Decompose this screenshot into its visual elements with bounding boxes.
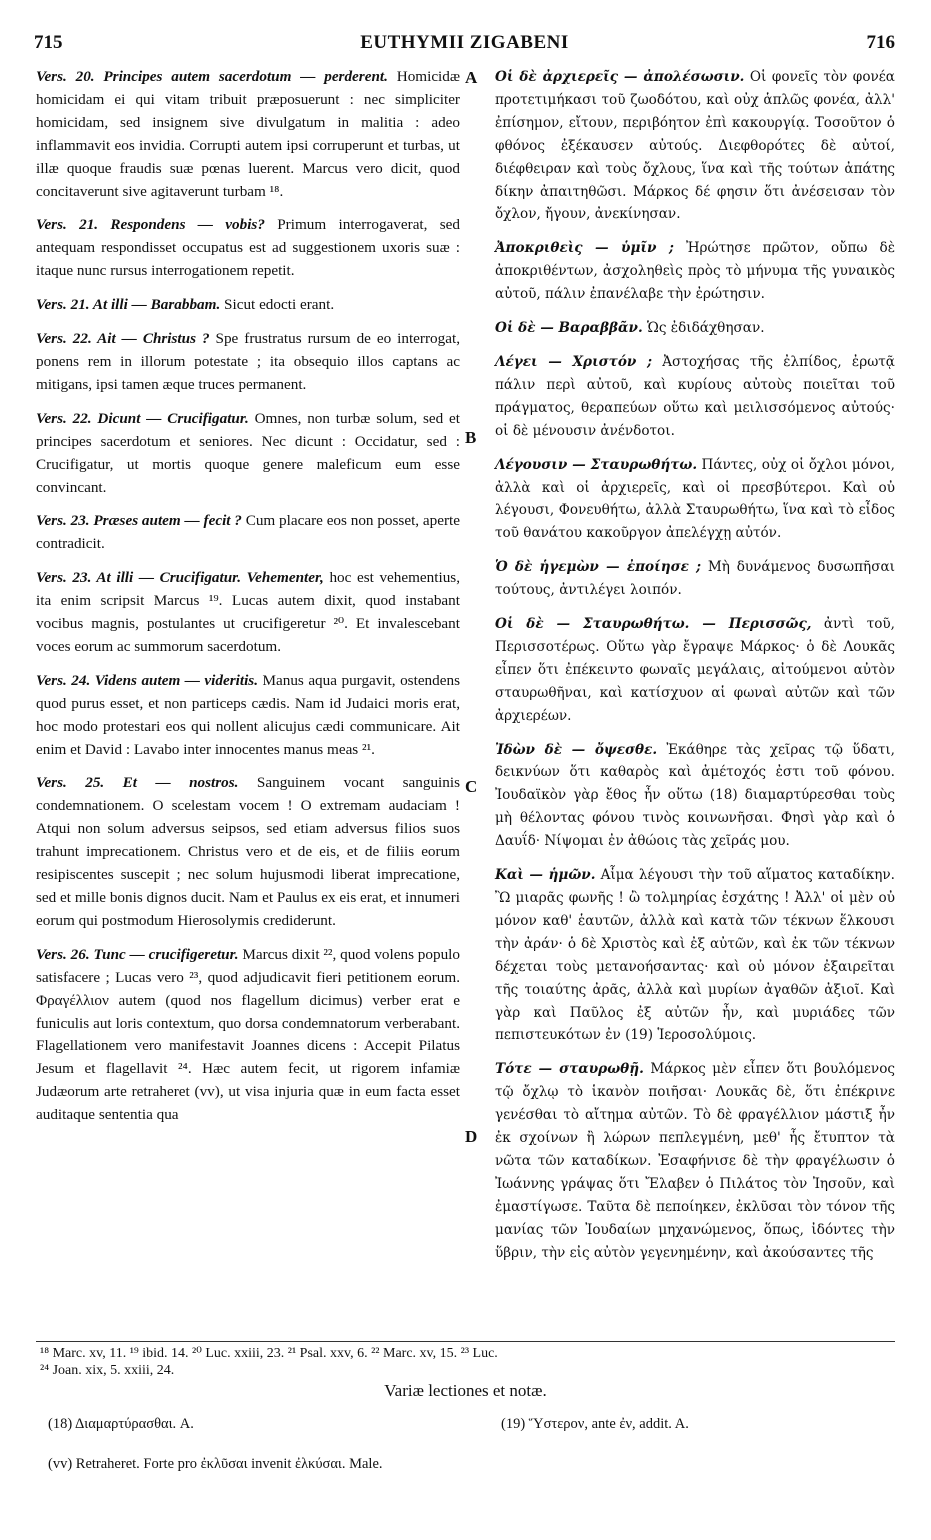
variant-note-19: (19) Ὕστερον, ante ἐν, addit. A.: [501, 1416, 689, 1432]
commentary-text: Homicidæ homicidam ei qui vitam tribuit præposuerunt : nec simpliciter homicidam, sed insignem sive divulgatum in malitia : adeo inflammavit eos invidia. Corrupti autem ipsi corruperunt et turbas, ut illæ quoque fraudis suæ pœnas luerent. Marcus vero dicit, quod concitaverunt sive agitaverunt turbam ¹⁸.: [36, 68, 461, 200]
greek-paragraph: [495, 556, 895, 602]
variant-note-18: (18) Διαμαρτύρασθαι. A.: [48, 1416, 194, 1432]
commentary-text: Πάντες, οὐχ οἱ ὄχλοι μόνοι, ἀλλὰ καὶ οἱ ἀρχιερεῖς, καὶ οἱ πρεσβύτεροι. Καὶ οὐ λέγουσι, Φονευθήτω, ἀλλὰ Σταυρωθήτω, ἵνα καὶ τὸ εἶδος τοῦ θανάτου κακοῦργον ἀπελέγχῃ αὐτόν.: [495, 456, 895, 542]
verse-reference: Vers. 24. Videns autem — videritis.: [36, 671, 258, 689]
verse-reference: Vers. 23. At illi — Crucifigatur. Vehementer,: [36, 569, 324, 587]
verse-reference: Vers. 22. Ait — Christus ?: [36, 330, 210, 348]
greek-paragraph: [495, 66, 895, 226]
variant-note-vv: (vv) Retraheret. Forte pro ἐκλῦσαι invenit ἐλκύσαι. Male.: [48, 1456, 383, 1472]
commentary-text: Spe frustratus rursum de eo interrogat, ponens rem in illorum potestate ; ita obsequio illos captans ac mitigans, ipsi tamen æque truces permanent.: [36, 330, 460, 393]
commentary-text: Manus aqua purgavit, ostendens quod purus esset, et non particeps cædis. Nam id Judaici moris erat, hoc modo protestari eos qui nollent alicujus cædi communicare. Ait enim et David : Lavabo inter innocentes manus meas ²¹.: [36, 671, 460, 758]
verse-reference: Τότε — σταυρωθῇ.: [495, 1061, 644, 1078]
commentary-text: ἀντὶ τοῦ, Περισσοτέρως. Οὕτω γὰρ ἔγραψε Μάρκος· ὁ δὲ Λουκᾶς εἶπεν ὅτι ἐπέκειντο φωναῖς μεγάλαις, αἰτούμενοι αὐτὸν σταυρωθῆναι, καὶ κατίσχυον αἱ φωναὶ αὐτῶν καὶ τῶν ἀρχιερέων.: [495, 616, 895, 724]
greek-paragraph: [495, 613, 895, 728]
commentary-text: Μὴ δυνάμενος δυσωπῆσαι τούτους, ἀντιλέγει λοιπόν.: [495, 559, 895, 599]
commentary-text: Οἱ φονεῖς τὸν φονέα προτετιμήκασι τοῦ ζωοδότου, καὶ οὐχ ἁπλῶς φονέα, ἀλλ' ἐπίσημον, εἴτουν, περιβόητον ἐπὶ κακουργίᾳ. Τοσοῦτον ὁ φθόνος ἐξέκαυσεν αὐτούς. Διεφθορότες δὲ αὐτοί, διέφθειραν καὶ τοὺς ὄχλους, ἵνα καὶ τῆς τούτων ἀπάτης δίκην ἀπαιτηθῶσι. Μάρκος δέ φησιν ὅτι ἀνέσεισαν τὸν ὄχλον, ἤγουν, ἀνεκίνησαν.: [495, 69, 895, 223]
latin-paragraph: [36, 567, 460, 659]
verse-reference: Vers. 25. Et — nostros.: [36, 774, 239, 792]
latin-paragraph: [36, 670, 460, 762]
commentary-text: Μάρκος μὲν εἶπεν ὅτι βουλόμενος τῷ ὄχλῳ τὸ ἱκανὸν ποιῆσαι· Λουκᾶς δὲ, ὅτι ἐπέκρινε γενέσθαι τὸ αἴτημα αὐτῶν. Τὸ δὲ φραγέλλιον μάστιξ ἦν ἐκ σχοίνων ἢ λώρων πεπλεγμένη, μεθ' ἧς ἔτυπτον τὰ νῶτα τῶν καταδίκων. Ἐσαφήνισε δὲ τὴν φραγέλωσιν ὁ Ἰωάννης γράψας ὅτι Ἔλαβεν ὁ Πιλάτος τὸν Ἰησοῦν, καὶ ἐμαστίγωσε. Ταῦτα δὲ πεποίηκεν, ἐκλῦσαι τὸν τόνον τῆς μανίας τῶν Ἰουδαίων μηχανώμενος, ὅπως, ἰδόντες τὴν ὕβριν, τὴν εἰς αὐτὸν γεγενημένην, καὶ ἀκούσαντες τῆς: [495, 1061, 895, 1261]
verse-reference: Ἀποκριθεὶς — ὑμῖν ;: [495, 240, 674, 257]
greek-paragraph: [495, 454, 895, 546]
running-title: EUTHYMII ZIGABENI: [360, 32, 569, 53]
verse-reference: Λέγει — Χριστόν ;: [495, 353, 652, 370]
verse-reference: Οἱ δὲ ἀρχιερεῖς — ἀπολέσωσιν.: [495, 69, 745, 85]
verse-reference: Vers. 22. Dicunt — Crucifigatur.: [36, 409, 249, 427]
footnote-row: ²⁴ Joan. xix, 5. xxiii, 24.: [40, 1363, 175, 1378]
commentary-text: Marcus dixit ²², quod volens populo satisfacere ; Lucas vero ²³, quod adjudicavit fieri petitionem eorum. Φραγέλλιον autem (quod nos flagellum dicimus) verber erat e funiculis aut loris contextum, quo dorsa condemnatorum verberabant. Flagellationem vero manifestavit Joannes dicens : Accepit Pilatus Jesum et flagellavit ²⁴. Hæc autem fecit, ut rigorem infamiæ Judæorum arte retraheret (vv), ut visa injuria quæ in eum facta esset auditaque sententia qua: [36, 945, 460, 1124]
page-number-right: 716: [866, 32, 895, 53]
page-number-left: 715: [34, 32, 63, 53]
latin-paragraph: [36, 510, 460, 556]
commentary-text: Ἀστοχήσας τῆς ἐλπίδος, ἐρωτᾷ πάλιν περὶ αὐτοῦ, καὶ κυρίους αὐτοὺς ποιεῖται τοῦ πράγματος, θεραπεύων οὕτω καὶ μειλισσόμενος αὐτούς· οἱ δὲ μένουσιν ἀνένδοτοι.: [495, 353, 895, 439]
greek-paragraph: [495, 317, 895, 340]
margin-letter-b: B: [465, 428, 477, 447]
commentary-text: Αἷμα λέγουσι τὴν τοῦ αἵματος καταδίκην. Ὢ μιαρᾶς φωνῆς ! ὢ τολμηρίας ἐσχάτης ! Ἀλλ' οἱ μὲν οὐ μόνον καθ' ἑαυτῶν, ἀλλὰ καὶ κατὰ τῶν τέκνων ἕλκουσι τὴν ἀράν· ὁ δὲ Χριστὸς καὶ ἐξ αὐτῶν, καὶ ἐκ τῶν τέκνων δέχεται τοὺς μετανοήσαντας· καὶ οὐ μόνον ἐξαιρεῖται τῆς τοιαύτης ἀρᾶς, ἀλλὰ καὶ μυρίων ἀγαθῶν ἀξιοῖ. Καὶ γὰρ καὶ Παῦλος ἐξ αὐτῶν ἦν, καὶ μυριάδες τῶν πεπιστευκότων ἐν (19) Ἱεροσολύμοις.: [495, 867, 896, 1044]
commentary-text: Primum interrogaverat, sed antequam respondisset occupatus est ad suggestionem uxoris suæ : itaque nunc rursus interrogationem repetit.: [36, 216, 460, 280]
verse-reference: Οἱ δὲ — Σταυρωθήτω. — Περισσῶς,: [495, 616, 812, 633]
verse-reference: Vers. 21. Respondens — vobis?: [36, 216, 265, 234]
running-header: [34, 32, 895, 62]
greek-paragraph: [495, 351, 895, 443]
greek-paragraph: [495, 1058, 895, 1264]
greek-paragraph: [495, 864, 895, 1047]
verse-reference: Vers. 23. Præses autem — fecit ?: [36, 512, 242, 530]
commentary-text: Ἐκάθηρε τὰς χεῖρας τῷ ὕδατι, δεικνύων ὅτι καθαρὸς καὶ ἀμέτοχός ἐστι τοῦ φόνου. Ἰουδαϊκὸν γὰρ ἔθος ἦν οὕτω (18) διαμαρτύρεσθαι τοὺς μὴ θέλοντας φόνου τινὸς κοινωνῆσαι. Φησὶ γὰρ καὶ ὁ Δαυΐδ· Νίψομαι ἐν ἀθώοις τὰς χεῖράς μου.: [495, 741, 895, 850]
latin-paragraph: [36, 944, 460, 1127]
latin-column: [36, 66, 460, 1127]
commentary-text: Omnes, non turbæ solum, sed et principes sacerdotum et seniores. Nec dicunt : Occidatur, sed : Crucifigatur, ut mortis quoque genere maleficum eum esse convincant.: [36, 409, 460, 496]
verse-reference: Λέγουσιν — Σταυρωθήτω.: [495, 456, 698, 473]
latin-paragraph: [36, 294, 460, 317]
margin-letter-a: A: [465, 68, 478, 87]
verse-reference: Vers. 20. Principes autem sacerdotum — perderent.: [36, 68, 388, 85]
commentary-text: Sicut edocti erant.: [220, 296, 335, 314]
commentary-text: Sanguinem vocant sanguinis condemnationem. O scelestam vocem ! O extremam audaciam ! Atqui non solum adversus seipsos, sed etiam adversus filios suos trahunt imprecationem. Christus vero et de eis, et de filiis eorum resipiscentes suscepit ; nec solum hujusmodi liberat imprecatione, sed et mille bonis dignos ducit. Nam et Paulus ex eis erat, et innumeri eorum qui postmodum Hierosolymis crediderunt.: [36, 774, 460, 929]
commentary-text: Cum placare eos non posset, aperte contradicit.: [36, 512, 460, 553]
greek-paragraph: [495, 237, 895, 306]
latin-paragraph: [36, 408, 460, 500]
verse-reference: Vers. 21. At illi — Barabbam.: [36, 296, 221, 314]
greek-paragraph: [495, 739, 895, 854]
verse-reference: Ἰδὼν δὲ — ὄψεσθε.: [495, 741, 658, 758]
latin-paragraph: [36, 772, 460, 932]
footnote-divider: [36, 1341, 895, 1342]
commentary-text: hoc est vehementius, ita enim scripsit Marcus ¹⁹. Lucas autem dixit, quod instabant vocibus magnis, postulantes ut crucifigeretur ²⁰. Et invalescebant voces eorum ac summorum sacerdotum.: [36, 569, 460, 655]
verse-reference: Καὶ — ἡμῶν.: [495, 867, 596, 884]
verse-reference: Ὁ δὲ ἡγεμὼν — ἐποίησε ;: [495, 559, 702, 576]
commentary-text: Ὡς ἐδιδάχθησαν.: [642, 320, 765, 337]
verse-reference: Οἱ δὲ — Βαραββᾶν.: [495, 320, 643, 337]
latin-paragraph: [36, 328, 460, 397]
footnotes: [40, 1345, 895, 1379]
footnote-row: ¹⁸ Marc. xv, 11. ¹⁹ ibid. 14. ²⁰ Luc. xxiii, 23. ²¹ Psal. xxv, 6. ²² Marc. xv, 15. ²³ Luc.: [40, 1346, 498, 1361]
verse-reference: Vers. 26. Tunc — crucifigeretur.: [36, 945, 239, 963]
greek-column: [495, 66, 895, 1265]
margin-letter-c: C: [465, 777, 478, 796]
latin-paragraph: [36, 66, 460, 203]
margin-letter-d: D: [465, 1127, 478, 1146]
latin-paragraph: [36, 214, 460, 283]
variants-heading: Variæ lectiones et notæ.: [384, 1381, 547, 1400]
commentary-text: Ἠρώτησε πρῶτον, οὔπω δὲ ἀποκριθέντων, ἀσχοληθεὶς πρὸς τὸ μήνυμα τῆς γυναικὸς αὐτοῦ, πάλιν ἐπανέλαβε τὴν ἐρώτησιν.: [495, 240, 895, 303]
